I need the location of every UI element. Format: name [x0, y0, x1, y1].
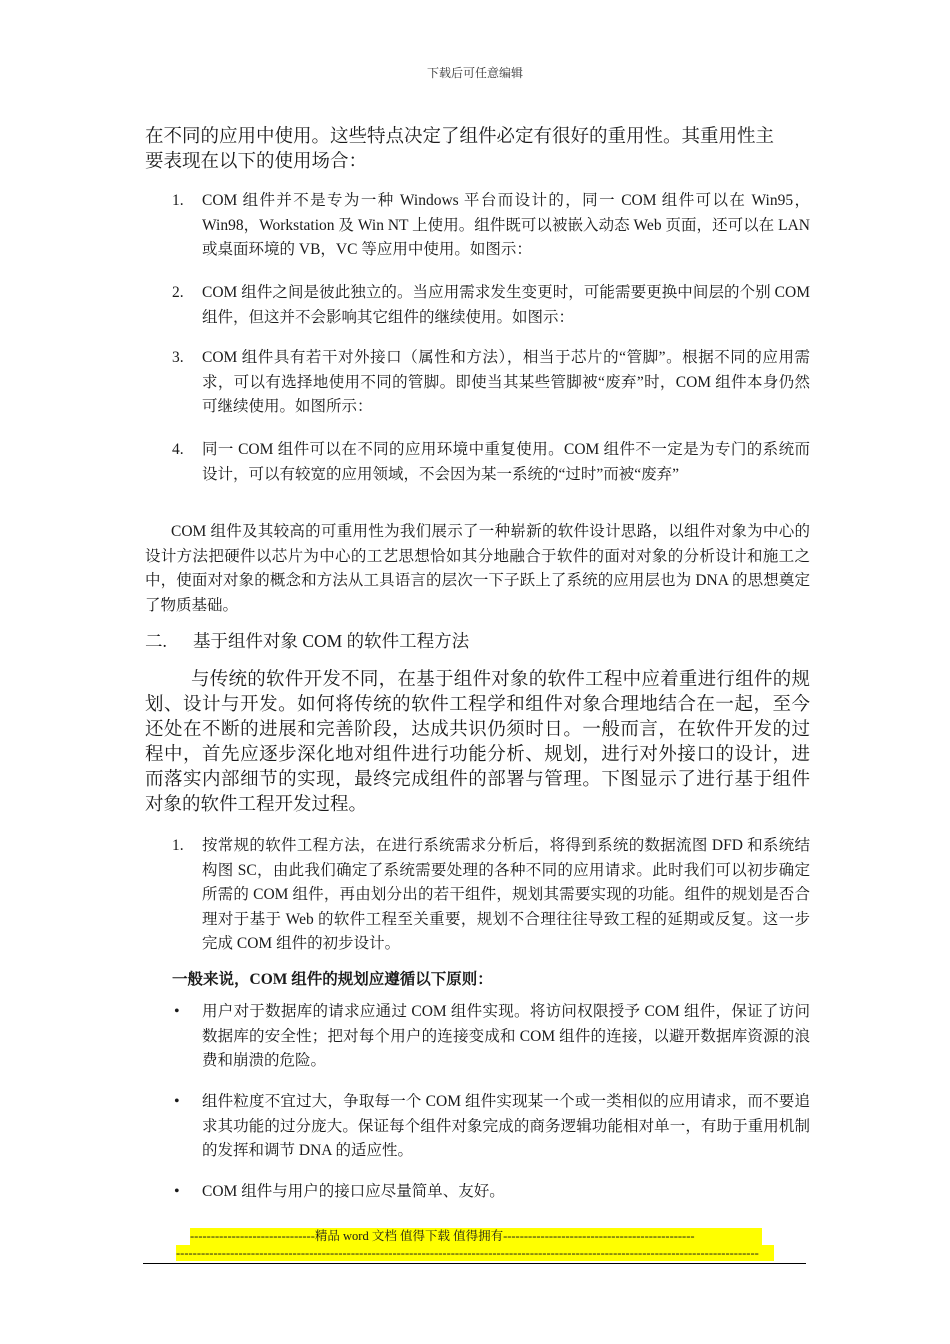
- bullet-text: COM 组件与用户的接口应尽量简单、友好。: [202, 1183, 505, 1200]
- intro-line-2: 要表现在以下的使用场合：: [145, 152, 368, 172]
- bullet-icon: •: [174, 1003, 180, 1020]
- footer-dash-line: --------------------------------------------------------------------------------------------------------------------------------------------: [176, 1245, 774, 1261]
- summary-paragraph: COM 组件及其较高的可重用性为我们展示了一种崭新的软件设计思路，以组件对象为中心的设计方法把硬件以芯片为中心的工艺思想恰如其分地融合于软件的面对对象的分析设计和施工之中，使面对对象的概念和方法从工具语言的层次一下子跃上了系统的应用层也为 DNA 的思想奠定了物质基础。: [145, 523, 810, 614]
- list-number: 2.: [172, 284, 184, 301]
- list-number: 1.: [172, 192, 184, 209]
- bullet-text: 组件粒度不宜过大，争取每一个 COM 组件实现某一个或一类相似的应用请求，而不要追求其功能的过分庞大。保证每个组件对象完成的商务逻辑功能相对单一，有助于重用机制的发挥和调节 DNA 的适应性。: [202, 1093, 810, 1159]
- section-heading: [145, 629, 469, 653]
- list-item-text: COM 组件之间是彼此独立的。当应用需求发生变更时，可能需要更换中间层的个别 COM 组件，但这并不会影响其它组件的继续使用。如图示：: [202, 284, 810, 326]
- list-number: 4.: [172, 441, 184, 458]
- list-item-text: 按常规的软件工程方法，在进行系统需求分析后，将得到系统的数据流图 DFD 和系统结构图 SC，由此我们确定了系统需要处理的各种不同的应用请求。此时我们可以初步确定所需的 COM 组件，再由划分出的若干组件，规划其需要实现的功能。组件的规划是否合理对于基于 Web 的软件工程至关重要，规划不合理往往导致工程的延期或反复。这一步完成 COM 组件的初步设计。: [202, 837, 810, 952]
- list-item-text: COM 组件具有若干对外接口（属性和方法），相当于芯片的“管脚”。根据不同的应用需求，可以有选择地使用不同的管脚。即使当其某些管脚被“废弃”时，COM 组件本身仍然可继续使用。如图所示：: [202, 349, 810, 415]
- footer-rule: [143, 1263, 806, 1264]
- list-number: 3.: [172, 349, 184, 366]
- section-paragraph: 与传统的软件开发不同，在基于组件对象的软件工程中应着重进行组件的规划、设计与开发。如何将传统的软件工程学和组件对象合理地结合在一起，至今还处在不断的进展和完善阶段，达成共识仍须时日。一般而言，在软件开发的过程中，首先应逐步深化地对组件进行功能分析、规划，进行对外接口的设计，进而落实内部细节的实现，最终完成组件的部署与管理。下图显示了进行基于组件对象的软件工程开发过程。: [145, 670, 810, 815]
- section-title: 基于组件对象 COM 的软件工程方法: [193, 631, 470, 651]
- page-header: 下载后可任意编辑: [426, 66, 523, 80]
- list-item-text: 同一 COM 组件可以在不同的应用环境中重复使用。COM 组件不一定是为专门的系统而设计，可以有较宽的应用领域，不会因为某一系统的“过时”而被“废弃”: [202, 441, 810, 483]
- list-number: 1.: [172, 837, 184, 854]
- bullet-icon: •: [174, 1183, 180, 1200]
- section-number: 二.: [145, 631, 167, 651]
- bullet-icon: •: [174, 1093, 180, 1110]
- list-item-text: COM 组件并不是专为一种 Windows 平台而设计的，同一 COM 组件可以在 Win95，Win98，Workstation 及 Win NT 上使用。组件既可以被嵌入动态 Web 页面，还可以在 LAN 或桌面环境的 VB，VC 等应用中使用。如图示：: [202, 192, 810, 258]
- intro-paragraph: [145, 125, 810, 175]
- intro-line-1: 在不同的应用中使用。这些特点决定了组件必定有很好的重用性。其重用性主: [145, 127, 775, 147]
- footer-banner: ------------------------------精品 word 文档 值得下载 值得拥有----------------------------------------------: [190, 1228, 762, 1245]
- bullet-text: 用户对于数据库的请求应通过 COM 组件实现。将访问权限授予 COM 组件，保证了访问数据库的安全性；把对每个用户的连接变成和 COM 组件的连接，以避开数据库资源的浪费和崩溃的危险。: [202, 1003, 810, 1069]
- principles-heading: 一般来说，COM 组件的规划应遵循以下原则：: [172, 971, 493, 988]
